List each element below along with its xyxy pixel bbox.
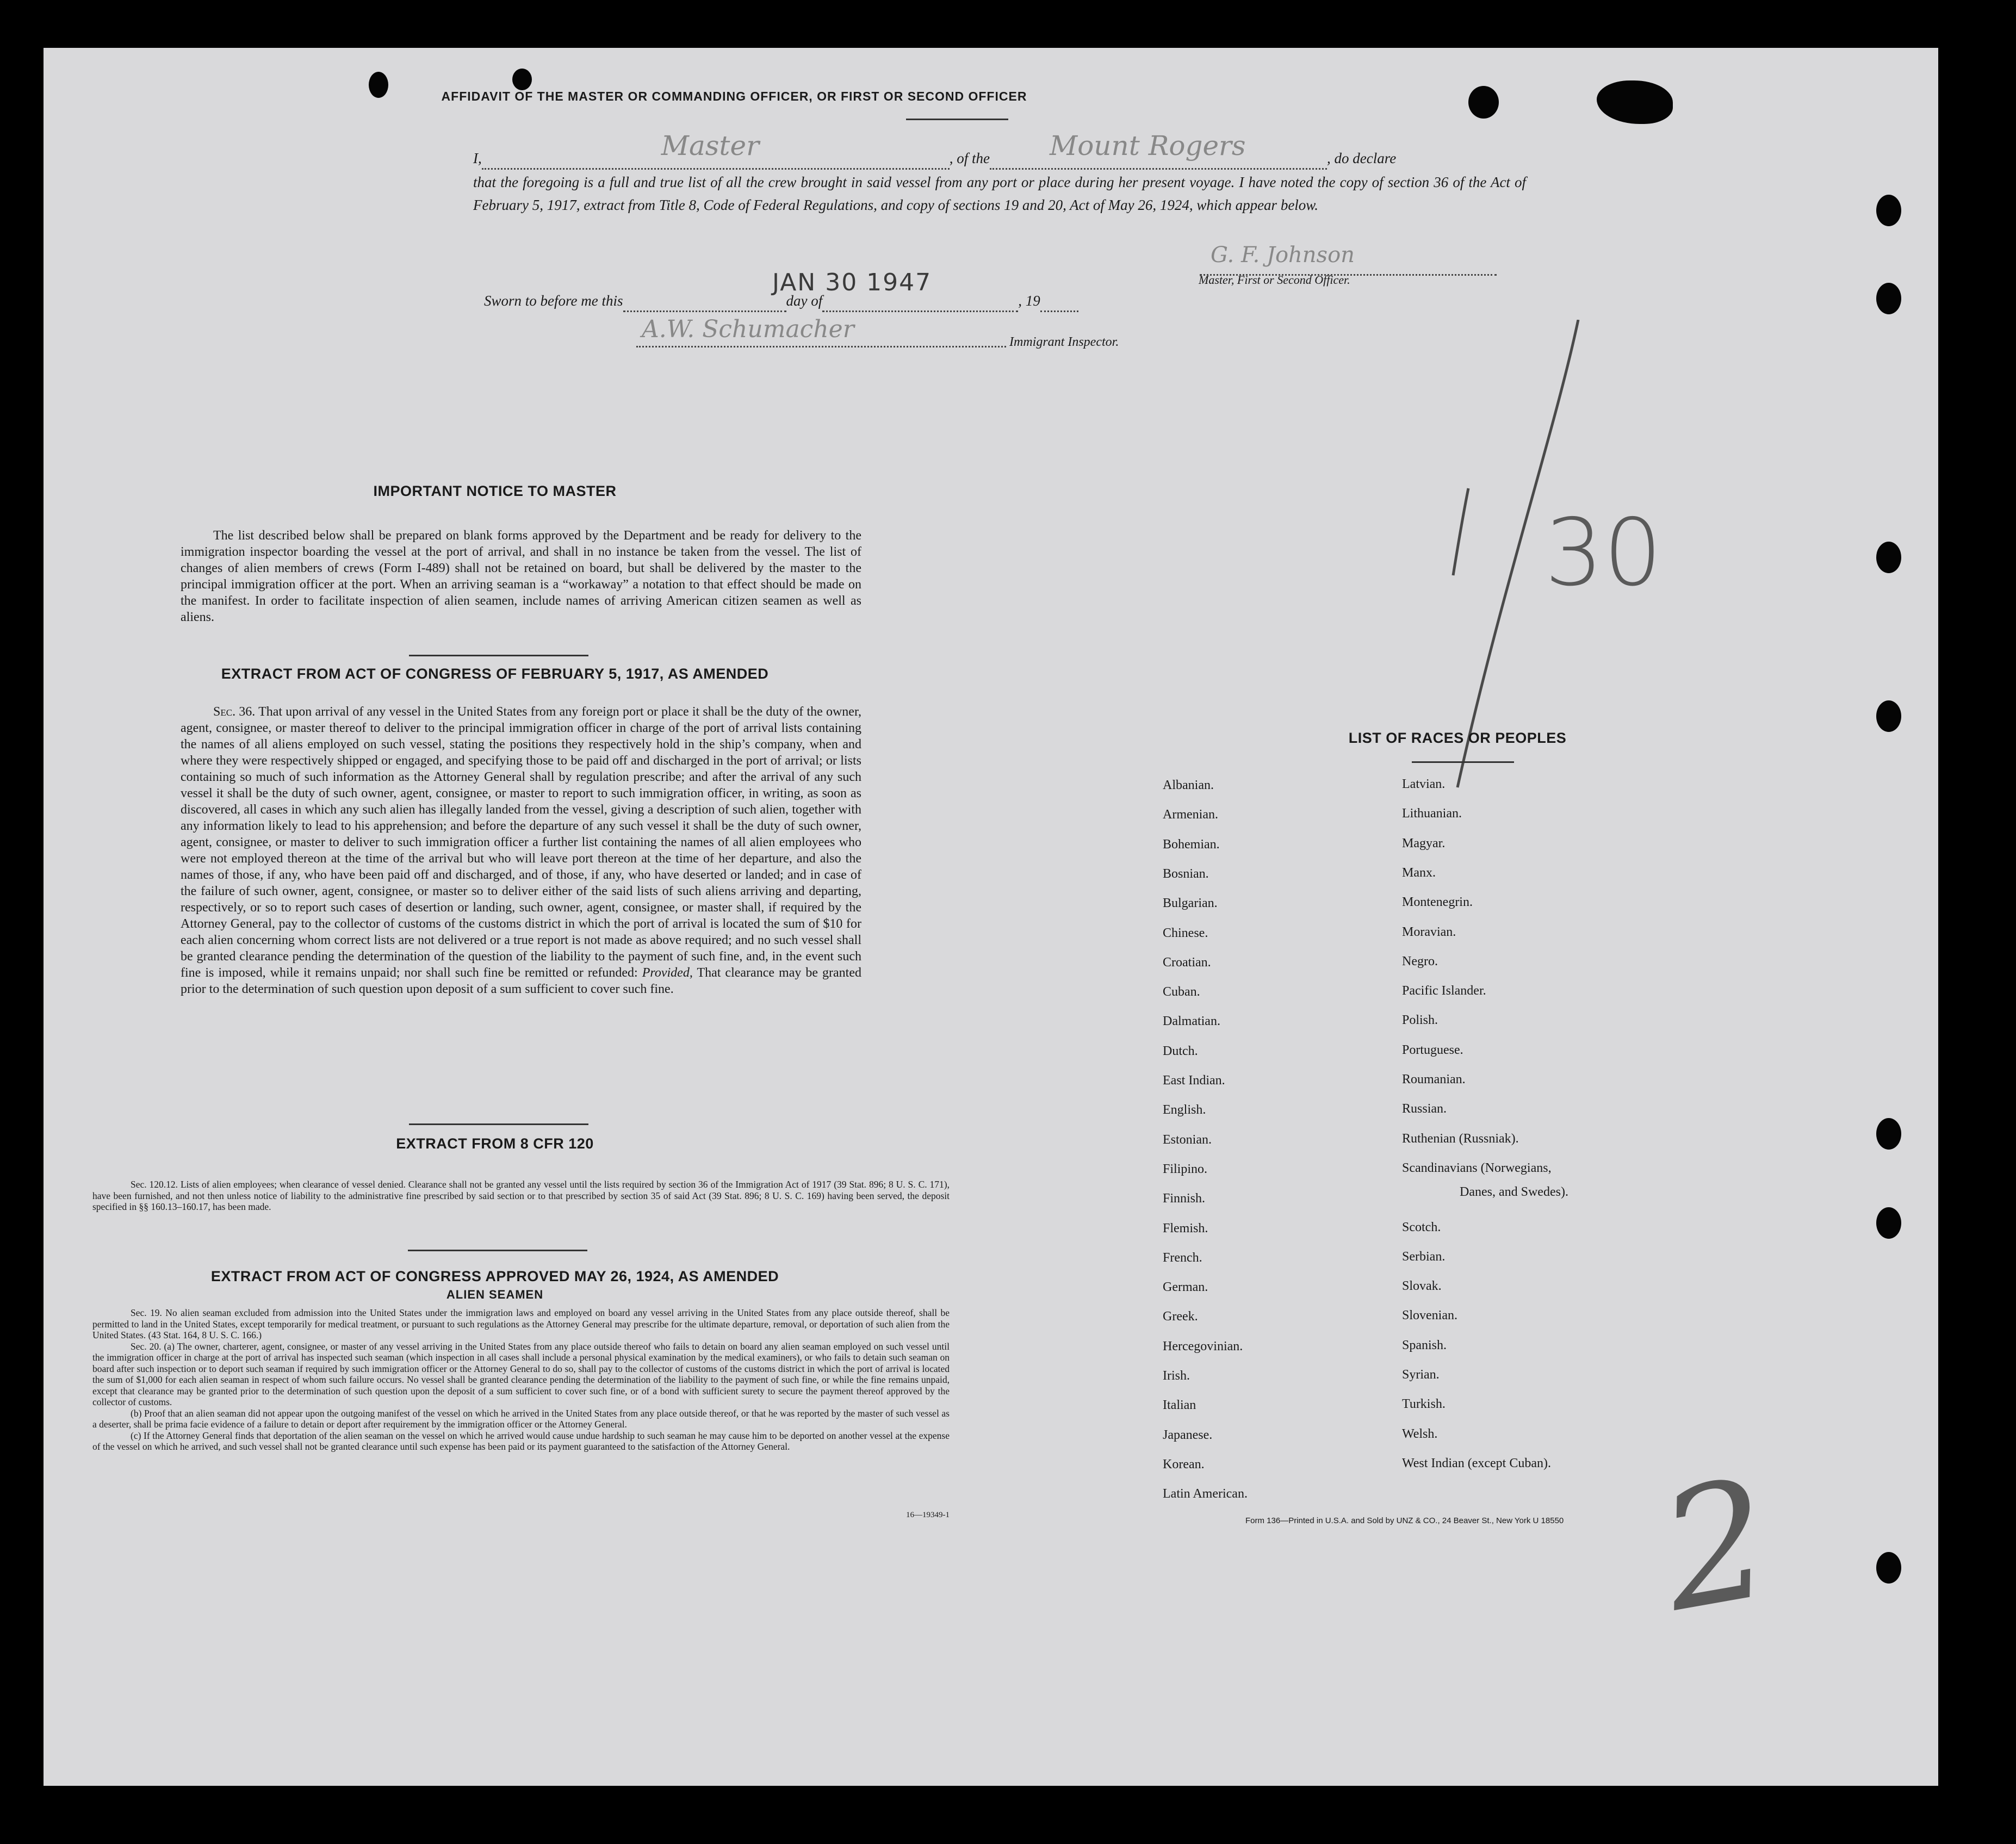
race-item: Bohemian. xyxy=(1163,837,1220,852)
race-item: Turkish. xyxy=(1402,1397,1446,1412)
extract-1924-title: EXTRACT FROM ACT OF CONGRESS APPROVED MAY 26, 1924, AS AMENDED xyxy=(210,1268,779,1284)
race-item: Hercegovinian. xyxy=(1163,1339,1243,1353)
extract-1924-text xyxy=(92,1307,950,1452)
notice-text: The list described below shall be prepared on blank forms approved by the Department and be ready for delivery to the immigration inspector boarding the vessel at the port of arrival, and shall in no instance be taken from the vessel. The list of changes of alien members of crews (Form I-489) shall not be retained on board, but shall be delivered by the master to the principal immigration officer at the port. When an arriving seaman is a “workaway” a notation to that effect should be made on the manifest. In order to facilitate inspection of alien seamen, include names of arriving American citizen seamen as well as aliens. xyxy=(181,529,861,624)
race-item: Korean. xyxy=(1163,1457,1205,1472)
handwritten-vessel-name: Mount Rogers xyxy=(1050,130,1246,162)
punch-hole xyxy=(1876,283,1901,314)
race-item: Syrian. xyxy=(1402,1368,1440,1382)
race-item: Lithuanian. xyxy=(1402,806,1462,821)
race-item: Croatian. xyxy=(1163,955,1211,970)
sec-20a: Sec. 20. (a) The owner, charterer, agent, consignee, or master of any vessel arriving in the United States from any place outside thereof who fails to detain on board any alien seaman employed on such vessel until the immigration officer in charge at the port of arrival has inspected such seaman (which inspection in all cases shall include a personal physical examination by the medical examiners), or who fails to detain such seaman on board after such inspection or to deport such seaman if required by such immigration officer or the Attorney General to do so, shall pay to the collector of customs of the customs district in which the port of arrival is located the sum of $1,000 for each alien seaman in respect of whom such failure occurs. No vessel shall be granted clearance pending the determination of the liability to the payment of such fine, or while the fine remains unpaid, except that clearance may be granted prior to the determination of such question upon the deposit of a sum sufficient to cover such fine, or of a bond with sufficient surety to secure the payment thereof approved by the collector of customs. xyxy=(92,1340,950,1407)
race-item: Slovenian. xyxy=(1402,1308,1457,1323)
race-item: Bosnian. xyxy=(1163,866,1209,881)
sec-20b: (b) Proof that an alien seaman did not appear upon the outgoing manifest of the vessel on which he arrived in the United States from any place outside thereof, or that he was reported by the master of such vessel as a deserter, shall be prima facie evidence of a failure to detain or deport after requirement by the immigration officer or the Attorney General. xyxy=(92,1407,950,1430)
race-item: Scotch. xyxy=(1402,1220,1441,1234)
race-item: Cuban. xyxy=(1163,985,1200,999)
race-item: Ruthenian (Russniak). xyxy=(1402,1131,1519,1146)
torn-corner-blot xyxy=(1597,80,1673,124)
race-item: Spanish. xyxy=(1402,1338,1447,1352)
date-stamp: JAN 30 1947 xyxy=(772,269,932,296)
sworn-line: Sworn to before me this day of , 19 xyxy=(484,289,1078,312)
inspector-caption: Immigrant Inspector. xyxy=(1009,335,1119,349)
signature-caption: Master, First or Second Officer. xyxy=(1199,273,1350,287)
race-item: West Indian (except Cuban). xyxy=(1402,1456,1551,1470)
form-footer: Form 136—Printed in U.S.A. and Sold by UNZ & CO., 24 Beaver St., New York U 18550 xyxy=(1245,1516,1564,1525)
race-item: Flemish. xyxy=(1163,1221,1208,1235)
extract-cfr-title: EXTRACT FROM 8 CFR 120 xyxy=(396,1135,594,1152)
handwritten-position: Master xyxy=(661,130,759,162)
punch-hole xyxy=(1876,542,1901,573)
torn-corner-blot xyxy=(1468,86,1499,119)
notice-title: IMPORTANT NOTICE TO MASTER xyxy=(373,483,617,499)
race-item: Dutch. xyxy=(1163,1044,1198,1058)
handwritten-signature: G. F. Johnson xyxy=(1211,243,1355,268)
race-item: Bulgarian. xyxy=(1163,896,1218,911)
race-item: Filipino. xyxy=(1163,1162,1208,1176)
race-item: Roumanian. xyxy=(1402,1072,1466,1086)
punch-hole xyxy=(1876,1207,1901,1239)
races-rule xyxy=(1412,761,1514,763)
extract-1917-title: EXTRACT FROM ACT OF CONGRESS OF FEBRUARY 5, 1917, AS AMENDED xyxy=(221,666,769,682)
handwritten-mark: 2 xyxy=(1648,1443,1784,1648)
race-item: Japanese. xyxy=(1163,1427,1213,1442)
handwritten-fraction-top xyxy=(1441,467,1442,468)
handwritten-fraction-bottom: 30 xyxy=(1544,499,1663,607)
race-item: Albanian. xyxy=(1163,778,1214,792)
race-item: Finnish. xyxy=(1163,1191,1206,1206)
race-item: Latin American. xyxy=(1163,1487,1248,1501)
race-item: Manx. xyxy=(1402,865,1436,880)
affidavit-line-1: I, Master , of the Mount Rogers , do declare xyxy=(473,147,1526,170)
punch-hole xyxy=(1876,195,1901,226)
races-title: LIST OF RACES OR PEOPLES xyxy=(1348,730,1567,746)
sec-20c: (c) If the Attorney General finds that deportation of the alien seaman on the vessel on which he arrived would cause undue hardship to such seaman he may cause him to be deported on another vessel at the expense of the vessel on which he arrived, and such vessel shall not be granted clearance until such expense has been paid or its payment guaranteed to the satisfaction of the Attorney General. xyxy=(92,1430,950,1452)
race-item: French. xyxy=(1163,1250,1202,1265)
race-item: Slovak. xyxy=(1402,1279,1442,1294)
race-item: Russian. xyxy=(1402,1102,1447,1116)
race-item: Dalmatian. xyxy=(1163,1014,1220,1029)
inspector-line xyxy=(636,315,1006,347)
race-item: Montenegrin. xyxy=(1402,895,1473,910)
affidavit-body: that the foregoing is a full and true list of all the crew brought in said vessel from any port or place during her present voyage. I have noted the copy of section 36 of the Act of February 5, 1917, extract from Title 8, Code of Federal Regulations, and copy of sections 19 and 20, Act of May 26, 1924, which appear below. xyxy=(473,174,1526,213)
handwritten-inspector-signature: A.W. Schumacher xyxy=(642,315,854,343)
affidavit-title: AFFIDAVIT OF THE MASTER OR COMMANDING OFFICER, OR FIRST OR SECOND OFFICER xyxy=(441,89,1027,103)
race-item: Polish. xyxy=(1402,1013,1438,1028)
race-item: Pacific Islander. xyxy=(1402,984,1486,998)
race-item: Magyar. xyxy=(1402,836,1446,850)
section-rule xyxy=(409,655,588,656)
race-item: Estonian. xyxy=(1163,1132,1212,1147)
document-page xyxy=(44,48,1938,1786)
form-code: 16—19349-1 xyxy=(906,1511,950,1519)
extract-cfr-text: Sec. 120.12. Lists of alien employees; when clearance of vessel denied. Clearance shall not be granted any vessel until the lists required by section 36 of the Immigration Act of 1917 (39 Stat. 896; 8 U. S. C. 171), have been furnished, and not then unless notice of liability to the administrative fine prescribed by said section or to that prescribed by section 35 of said Act (39 Stat. 896; 8 U. S. C. 169) having been served, the deposit specified in §§ 160.13–160.17, has been made. xyxy=(92,1179,950,1212)
race-item: Greek. xyxy=(1163,1309,1198,1324)
extract-1924-subtitle: ALIEN SEAMEN xyxy=(446,1288,544,1301)
race-item: Danes, and Swedes). xyxy=(1460,1185,1568,1199)
sec-19: Sec. 19. No alien seaman excluded from admission into the United States under the immigration laws and employed on board any vessel arriving in the United States from any place outside thereof, shall be permitted to land in the United States, except temporarily for medical treatment, or pursuant to such regulations as the Attorney General may prescribe for the ultimate departure, removal, or deportation of such alien from the United States. (43 Stat. 164, 8 U. S. C. 166.) xyxy=(92,1307,950,1340)
race-item: Latvian. xyxy=(1402,777,1446,791)
punch-hole xyxy=(1876,700,1901,732)
ink-blot xyxy=(512,69,532,90)
punch-hole xyxy=(1876,1552,1901,1584)
extract-1917-text: Sec. 36. That upon arrival of any vessel in the United States from any foreign port or place it shall be the duty of the owner, agent, consignee, or master thereof to deliver to the principal immigration officer in charge of the port of arrival lists containing the names of all aliens employed on such vessel, stating the positions they respectively hold in the ship’s company, when and where they were respectively shipped or engaged, and specifying those to be paid off and discharged in the port of arrival; or lists containing so much of such information as the Attorney General shall by regulation prescribe; and after the arrival of any such vessel it shall be the duty of such owner, agent, consignee, or master to report to such immigration officer, in writing, as soon as discovered, all cases in which any such alien has illegally landed from the vessel, giving a description of such alien, together with any information likely to lead to his apprehension; and before the departure of any such vessel it shall be the duty of such owner, agent, consignee, or master to deliver to such immigration officer a further list containing the names of all alien employees who were not employed thereon at the time of the arrival but who will leave port thereon at the time of her departure, and also the names of those, if any, who have been paid off and discharged, and of those, if any, who have deserted or landed; and in case of the failure of such owner, agent, consignee, or master so to deliver either of the said lists of such aliens arriving and departing, respectively, or so to report such cases of desertion or landing, such owner, agent, consignee, or master shall, if required by the Attorney General, pay to the collector of customs of the customs district in which the port of arrival is located the sum of $10 for each alien concerning whom correct lists are not delivered or a true report is not made as above required; and no such vessel shall be granted clearance pending the determination of the question of the liability to the payment of such fine, and, in the event such fine is imposed, while it remains unpaid; nor shall such fine be remitted or refunded: Provided, That clearance may be granted prior to the determination of such question upon deposit of a sum sufficient to cover such fine. xyxy=(181,705,862,996)
race-item: Negro. xyxy=(1402,954,1438,968)
race-item: English. xyxy=(1163,1103,1206,1117)
race-item: Scandinavians (Norwegians, xyxy=(1402,1160,1552,1175)
race-item: Moravian. xyxy=(1402,924,1456,939)
race-item: Chinese. xyxy=(1163,926,1208,940)
race-item: Italian xyxy=(1163,1398,1196,1413)
punch-hole xyxy=(1876,1118,1901,1150)
section-rule xyxy=(408,1250,587,1251)
race-item: Armenian. xyxy=(1163,808,1218,822)
race-item: East Indian. xyxy=(1163,1073,1225,1088)
section-rule xyxy=(409,1123,588,1125)
title-rule xyxy=(906,119,1008,120)
race-item: Irish. xyxy=(1163,1369,1190,1383)
race-item: Portuguese. xyxy=(1402,1042,1463,1057)
race-item: Welsh. xyxy=(1402,1426,1438,1441)
race-item: Serbian. xyxy=(1402,1249,1446,1264)
race-item: German. xyxy=(1163,1280,1208,1295)
